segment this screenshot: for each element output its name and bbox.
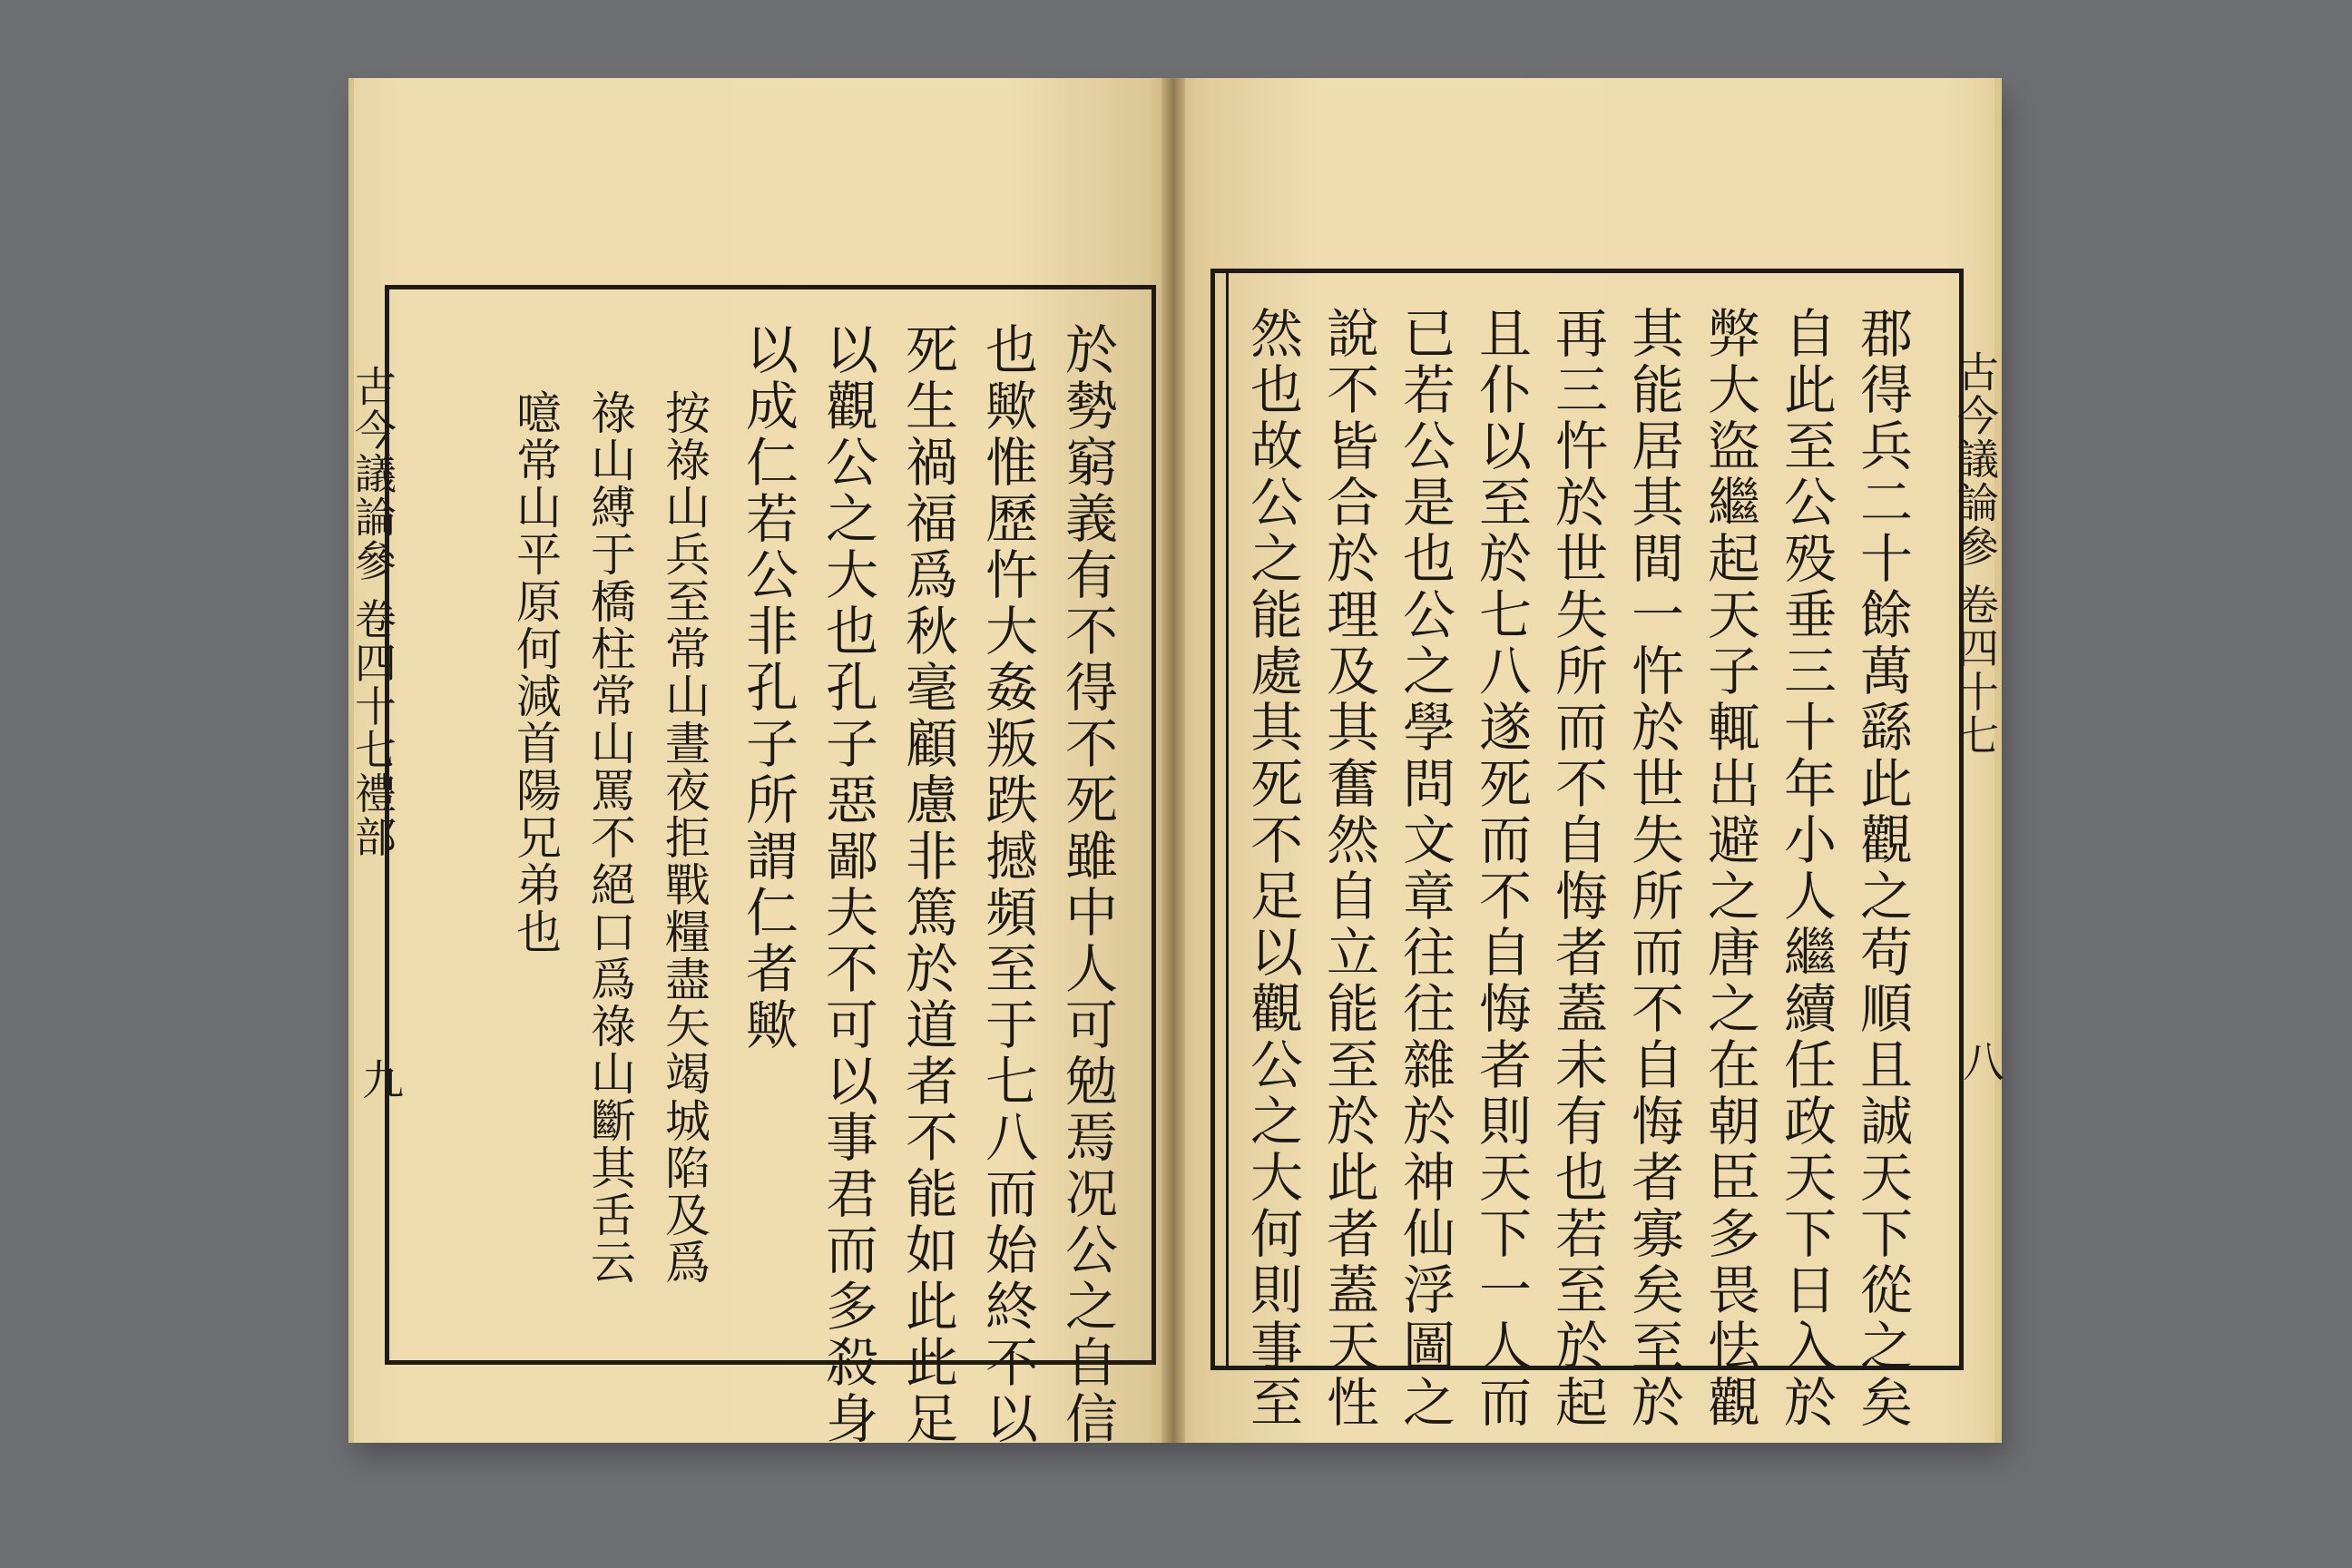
right-column-7: 已若公是也公之學問文章往往雜於神仙浮圖之 — [1394, 306, 1455, 1431]
right-margin-title: 古今議論參 卷四十七 — [1951, 350, 2000, 758]
right-column-1: 郡得兵二十餘萬繇此觀之苟順且誠天下從之矣 — [1851, 306, 1913, 1431]
right-column-9: 然也故公之能處其死不足以觀公之大何則事至 — [1241, 306, 1303, 1431]
right-column-5: 再三忤於世失所而不自悔者蓋未有也若至於起 — [1546, 306, 1608, 1431]
right-column-6: 且仆以至於七八遂死而不自悔者則天下一人而 — [1470, 306, 1532, 1431]
right-frame-inner-rule — [1226, 273, 1229, 1366]
right-text-frame — [1210, 269, 1964, 1431]
left-note-column-3: 噫常山平原何減首陽兄弟也 — [509, 389, 562, 956]
right-column-4: 其能居其間一忤於世失所而不自悔者寡矣至於 — [1622, 306, 1684, 1431]
right-column-2: 自此至公殁垂三十年小人繼續任政天下日入於 — [1775, 306, 1837, 1431]
left-note-column-1: 按祿山兵至常山晝夜拒戰糧盡矢竭城陷及爲 — [658, 389, 710, 1286]
left-column-2: 也歟惟歷忤大姦叛跌撼頻至于七八而始終不以 — [976, 322, 1038, 1447]
book-gutter — [1161, 78, 1185, 1443]
left-column-5: 以成仁若公非孔子所謂仁者歟 — [737, 322, 799, 1054]
left-folio-mark: 九 — [356, 1058, 405, 1100]
left-column-4: 以觀公之大也孔子惡鄙夫不可以事君而多殺身 — [817, 322, 878, 1447]
right-folio-mark: 八 — [1956, 1040, 2005, 1082]
left-text-frame — [385, 285, 1156, 1447]
left-note-column-2: 祿山縛于橋柱常山罵不絕口爲祿山斷其舌云 — [583, 389, 636, 1286]
left-column-1: 於勢窮義有不得不死雖中人可勉焉况公之自信 — [1056, 322, 1118, 1447]
right-column-3: 弊大盜繼起天子輒出避之唐之在朝臣多畏怯觀 — [1699, 306, 1760, 1431]
left-margin-title: 古今議論參 卷四十七禮部 — [348, 365, 397, 859]
left-column-3: 死生禍福爲秋毫顧慮非篤於道者不能如此此足 — [897, 322, 958, 1447]
right-column-8: 說不皆合於理及其奮然自立能至於此者蓋天性 — [1318, 306, 1379, 1431]
